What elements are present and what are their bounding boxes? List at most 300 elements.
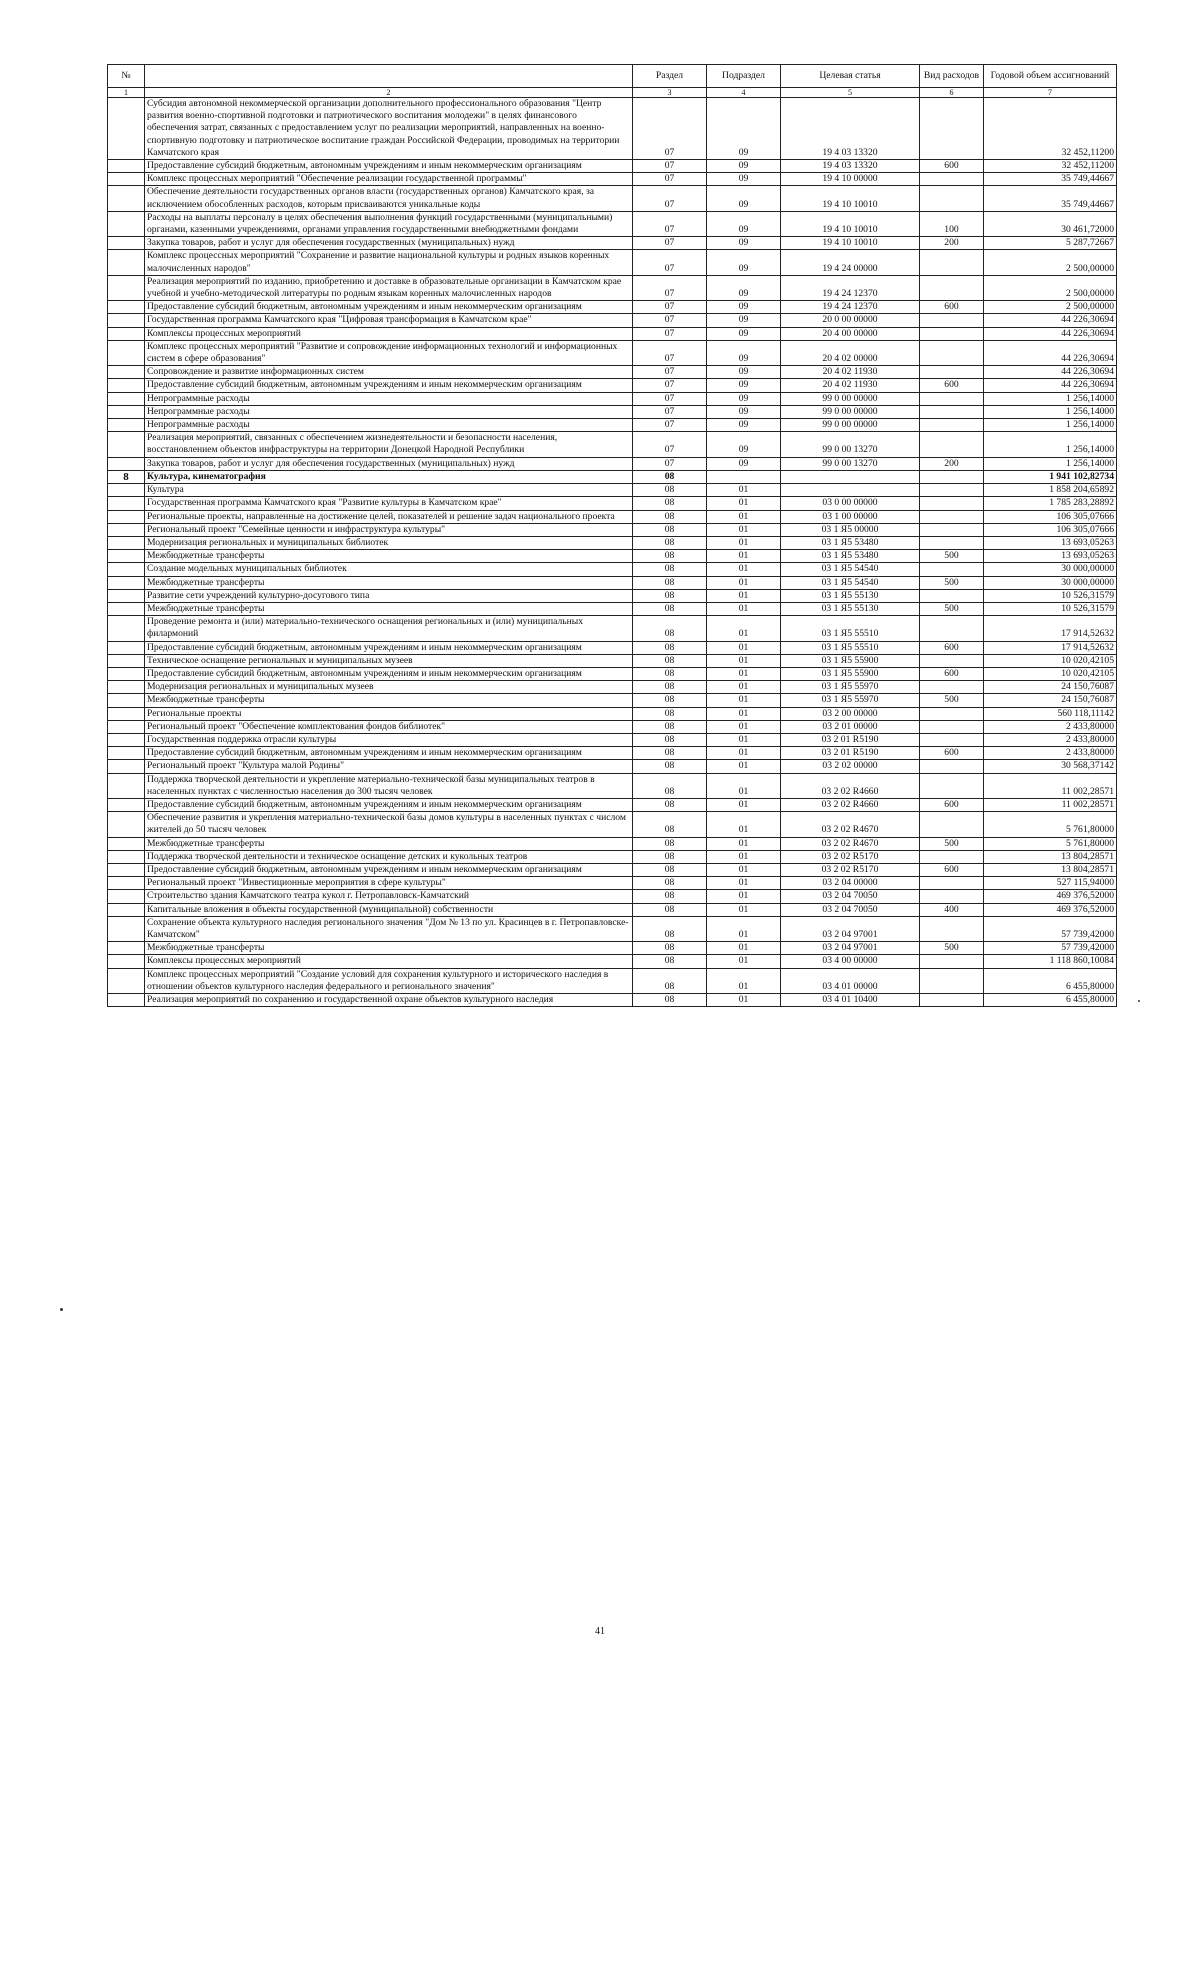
cell-statya: 99 0 00 00000 [781, 419, 920, 432]
cell-razdel: 07 [633, 275, 707, 300]
cell-statya: 03 2 02 R4670 [781, 812, 920, 837]
cell-razdel: 08 [633, 773, 707, 798]
cell-num [108, 432, 145, 457]
cell-statya: 03 1 Я5 55510 [781, 616, 920, 641]
cell-razdel: 07 [633, 432, 707, 457]
cell-statya: 03 1 Я5 53480 [781, 550, 920, 563]
cell-obem: 1 256,14000 [984, 405, 1117, 418]
cell-vid: 600 [920, 641, 984, 654]
cell-statya [781, 470, 920, 483]
cell-razdel: 08 [633, 484, 707, 497]
cell-podrazdel: 01 [707, 798, 781, 811]
cell-vid [920, 563, 984, 576]
table-row [108, 968, 1117, 993]
cell-vid [920, 366, 984, 379]
cell-vid [920, 720, 984, 733]
table-row [108, 327, 1117, 340]
cell-vid [920, 536, 984, 549]
cell-razdel: 07 [633, 379, 707, 392]
cell-vid [920, 760, 984, 773]
cell-razdel: 08 [633, 510, 707, 523]
cell-num [108, 968, 145, 993]
cell-razdel: 07 [633, 314, 707, 327]
cell-razdel: 08 [633, 536, 707, 549]
cell-name: Предоставление субсидий бюджетным, автономным учреждениям и иным некоммерческим организациям [145, 379, 633, 392]
cell-name: Предоставление субсидий бюджетным, автономным учреждениям и иным некоммерческим организациям [145, 641, 633, 654]
cell-vid [920, 405, 984, 418]
cell-razdel: 08 [633, 942, 707, 955]
cell-vid [920, 733, 984, 746]
cell-razdel: 08 [633, 694, 707, 707]
cell-podrazdel: 09 [707, 405, 781, 418]
cell-obem: 10 020,42105 [984, 654, 1117, 667]
cell-razdel: 08 [633, 812, 707, 837]
table-row [108, 616, 1117, 641]
cell-num [108, 812, 145, 837]
cell-razdel: 08 [633, 890, 707, 903]
cell-razdel: 07 [633, 419, 707, 432]
cell-podrazdel: 01 [707, 747, 781, 760]
table-row [108, 314, 1117, 327]
cell-vid: 200 [920, 457, 984, 470]
cell-vid [920, 955, 984, 968]
cell-vid [920, 707, 984, 720]
cell-name: Строительство здания Камчатского театра кукол г. Петропавловск-Камчатский [145, 890, 633, 903]
cell-num [108, 340, 145, 365]
cell-razdel: 08 [633, 798, 707, 811]
cell-razdel: 08 [633, 654, 707, 667]
table-row [108, 694, 1117, 707]
cell-statya: 03 2 04 97001 [781, 916, 920, 941]
cell-vid [920, 616, 984, 641]
cell-num [108, 419, 145, 432]
cell-podrazdel: 09 [707, 327, 781, 340]
cell-podrazdel [707, 470, 781, 483]
table-row [108, 98, 1117, 160]
cell-razdel: 08 [633, 707, 707, 720]
cell-statya: 03 4 00 00000 [781, 955, 920, 968]
table-row [108, 602, 1117, 615]
cell-name: Реализация мероприятий по сохранению и государственной охране объектов культурного наследия [145, 994, 633, 1007]
cell-vid [920, 510, 984, 523]
table-row [108, 160, 1117, 173]
cell-statya: 19 4 24 00000 [781, 250, 920, 275]
header-podrazdel: Подраздел [707, 65, 781, 88]
cell-name: Предоставление субсидий бюджетным, автономным учреждениям и иным некоммерческим организациям [145, 747, 633, 760]
cell-podrazdel: 01 [707, 955, 781, 968]
cell-obem: 6 455,80000 [984, 968, 1117, 993]
table-row [108, 510, 1117, 523]
table-row [108, 955, 1117, 968]
cell-obem: 469 376,52000 [984, 903, 1117, 916]
cell-name: Региональный проект "Обеспечение комплектования фондов библиотек" [145, 720, 633, 733]
cell-podrazdel: 01 [707, 916, 781, 941]
cell-vid [920, 589, 984, 602]
cell-podrazdel: 09 [707, 419, 781, 432]
cell-razdel: 08 [633, 863, 707, 876]
cell-num [108, 250, 145, 275]
cell-obem: 2 500,00000 [984, 250, 1117, 275]
column-number: 6 [920, 88, 984, 98]
cell-podrazdel: 09 [707, 379, 781, 392]
column-number: 3 [633, 88, 707, 98]
cell-vid [920, 523, 984, 536]
cell-name: Модернизация региональных и муниципальных музеев [145, 681, 633, 694]
cell-vid [920, 98, 984, 160]
cell-razdel: 08 [633, 550, 707, 563]
cell-vid [920, 314, 984, 327]
cell-num [108, 850, 145, 863]
cell-statya: 03 2 04 97001 [781, 942, 920, 955]
table-row [108, 812, 1117, 837]
cell-podrazdel: 01 [707, 616, 781, 641]
cell-vid [920, 250, 984, 275]
cell-statya: 99 0 00 00000 [781, 392, 920, 405]
table-row [108, 681, 1117, 694]
cell-obem: 10 526,31579 [984, 602, 1117, 615]
cell-obem: 57 739,42000 [984, 916, 1117, 941]
table-row [108, 523, 1117, 536]
header-num: № [108, 65, 145, 88]
cell-name: Поддержка творческой деятельности и техническое оснащение детских и кукольных театров [145, 850, 633, 863]
table-row [108, 994, 1117, 1007]
cell-razdel: 07 [633, 173, 707, 186]
cell-razdel: 07 [633, 405, 707, 418]
cell-vid [920, 877, 984, 890]
cell-vid: 500 [920, 550, 984, 563]
cell-name: Межбюджетные трансферты [145, 837, 633, 850]
cell-num [108, 237, 145, 250]
cell-num [108, 563, 145, 576]
cell-podrazdel: 09 [707, 432, 781, 457]
cell-num [108, 497, 145, 510]
table-row [108, 497, 1117, 510]
cell-obem: 44 226,30694 [984, 379, 1117, 392]
cell-podrazdel: 01 [707, 523, 781, 536]
cell-name: Проведение ремонта и (или) материально-технического оснащения региональных и (или) муниципальных филармоний [145, 616, 633, 641]
cell-name: Комплекс процессных мероприятий "Сохранение и развитие национальной культуры и родных языков коренных малочисленных народов" [145, 250, 633, 275]
scan-speck [1138, 1000, 1140, 1002]
cell-num [108, 616, 145, 641]
table-row [108, 798, 1117, 811]
cell-razdel: 08 [633, 903, 707, 916]
cell-statya: 19 4 10 10010 [781, 237, 920, 250]
cell-vid [920, 419, 984, 432]
cell-podrazdel: 09 [707, 98, 781, 160]
table-row [108, 392, 1117, 405]
cell-obem: 13 693,05263 [984, 550, 1117, 563]
table-row [108, 237, 1117, 250]
cell-name: Межбюджетные трансферты [145, 942, 633, 955]
cell-statya: 99 0 00 13270 [781, 457, 920, 470]
cell-podrazdel: 01 [707, 681, 781, 694]
cell-name: Комплексы процессных мероприятий [145, 955, 633, 968]
table-row [108, 837, 1117, 850]
cell-vid: 100 [920, 211, 984, 236]
table-row [108, 747, 1117, 760]
cell-razdel: 07 [633, 160, 707, 173]
cell-obem: 1 118 860,10084 [984, 955, 1117, 968]
cell-podrazdel: 09 [707, 173, 781, 186]
cell-obem: 527 115,94000 [984, 877, 1117, 890]
table-row [108, 733, 1117, 746]
table-row [108, 589, 1117, 602]
table-row [108, 863, 1117, 876]
cell-podrazdel: 01 [707, 694, 781, 707]
cell-num [108, 314, 145, 327]
cell-num [108, 510, 145, 523]
cell-statya: 03 2 01 R5190 [781, 733, 920, 746]
cell-podrazdel: 01 [707, 760, 781, 773]
cell-razdel: 08 [633, 747, 707, 760]
cell-statya [781, 484, 920, 497]
cell-statya: 20 4 00 00000 [781, 327, 920, 340]
cell-podrazdel: 01 [707, 602, 781, 615]
cell-name: Закупка товаров, работ и услуг для обеспечения государственных (муниципальных) нужд [145, 237, 633, 250]
cell-vid [920, 275, 984, 300]
cell-vid: 500 [920, 694, 984, 707]
header-razdel: Раздел [633, 65, 707, 88]
cell-name: Сохранение объекта культурного наследия регионального значения "Дом № 13 по ул. Красинцев в г. Петропавловске-Камчатском" [145, 916, 633, 941]
cell-name: Предоставление субсидий бюджетным, автономным учреждениям и иным некоммерческим организациям [145, 301, 633, 314]
cell-num [108, 890, 145, 903]
cell-name: Сопровождение и развитие информационных систем [145, 366, 633, 379]
cell-num [108, 366, 145, 379]
cell-statya: 03 1 00 00000 [781, 510, 920, 523]
cell-statya: 03 2 02 R4660 [781, 773, 920, 798]
cell-statya: 03 2 04 70050 [781, 903, 920, 916]
cell-name: Обеспечение развития и укрепления материально-технической базы домов культуры в населенных пунктах с числом жителей до 50 тысяч человек [145, 812, 633, 837]
budget-table-sheet [107, 64, 1116, 1007]
cell-num [108, 641, 145, 654]
table-row [108, 173, 1117, 186]
cell-statya: 20 4 02 11930 [781, 379, 920, 392]
cell-podrazdel: 09 [707, 250, 781, 275]
cell-name: Комплекс процессных мероприятий "Развитие и сопровождение информационных технологий и информационных систем в сфере образования" [145, 340, 633, 365]
cell-num [108, 484, 145, 497]
cell-num [108, 694, 145, 707]
cell-razdel: 08 [633, 720, 707, 733]
cell-statya: 03 1 Я5 55970 [781, 694, 920, 707]
cell-podrazdel: 01 [707, 837, 781, 850]
table-header-row [108, 65, 1117, 88]
cell-razdel: 08 [633, 589, 707, 602]
cell-vid [920, 812, 984, 837]
cell-name: Непрограммные расходы [145, 392, 633, 405]
cell-obem: 35 749,44667 [984, 186, 1117, 211]
cell-name: Предоставление субсидий бюджетным, автономным учреждениям и иным некоммерческим организациям [145, 160, 633, 173]
cell-num [108, 747, 145, 760]
cell-name: Региональные проекты, направленные на достижение целей, показателей и решение задач национального проекта [145, 510, 633, 523]
cell-obem: 1 256,14000 [984, 392, 1117, 405]
table-row [108, 379, 1117, 392]
cell-podrazdel: 01 [707, 576, 781, 589]
column-number: 4 [707, 88, 781, 98]
header-name [145, 65, 633, 88]
cell-obem: 5 287,72667 [984, 237, 1117, 250]
cell-obem: 13 804,28571 [984, 863, 1117, 876]
cell-num [108, 903, 145, 916]
cell-obem: 13 804,28571 [984, 850, 1117, 863]
cell-obem: 6 455,80000 [984, 994, 1117, 1007]
table-row [108, 760, 1117, 773]
cell-statya: 03 2 02 R4660 [781, 798, 920, 811]
cell-razdel: 08 [633, 563, 707, 576]
cell-name: Расходы на выплаты персоналу в целях обеспечения выполнения функций государственными (муниципальными) органами, казенными учреждениями, органами управления государственными внебюджетными фондами [145, 211, 633, 236]
table-row [108, 667, 1117, 680]
cell-razdel: 08 [633, 602, 707, 615]
column-number: 5 [781, 88, 920, 98]
cell-podrazdel: 09 [707, 457, 781, 470]
cell-obem: 30 461,72000 [984, 211, 1117, 236]
table-row [108, 916, 1117, 941]
cell-statya: 03 2 02 R5170 [781, 850, 920, 863]
cell-obem: 2 433,80000 [984, 720, 1117, 733]
cell-podrazdel: 01 [707, 994, 781, 1007]
cell-statya: 19 4 10 10010 [781, 186, 920, 211]
cell-num [108, 275, 145, 300]
cell-obem: 1 858 204,65892 [984, 484, 1117, 497]
cell-podrazdel: 01 [707, 484, 781, 497]
cell-razdel: 08 [633, 470, 707, 483]
cell-num [108, 654, 145, 667]
cell-vid [920, 340, 984, 365]
cell-obem: 469 376,52000 [984, 890, 1117, 903]
cell-statya: 03 1 Я5 00000 [781, 523, 920, 536]
cell-name: Культура, кинематография [145, 470, 633, 483]
cell-obem: 35 749,44667 [984, 173, 1117, 186]
cell-obem: 44 226,30694 [984, 366, 1117, 379]
cell-obem: 44 226,30694 [984, 314, 1117, 327]
cell-obem: 2 433,80000 [984, 747, 1117, 760]
cell-podrazdel: 09 [707, 314, 781, 327]
cell-razdel: 07 [633, 340, 707, 365]
cell-statya: 03 1 Я5 55510 [781, 641, 920, 654]
cell-podrazdel: 09 [707, 301, 781, 314]
cell-vid [920, 968, 984, 993]
cell-razdel: 08 [633, 523, 707, 536]
cell-podrazdel: 09 [707, 340, 781, 365]
table-row [108, 903, 1117, 916]
cell-obem: 30 568,37142 [984, 760, 1117, 773]
cell-name: Развитие сети учреждений культурно-досугового типа [145, 589, 633, 602]
cell-vid: 600 [920, 863, 984, 876]
table-row [108, 211, 1117, 236]
cell-statya: 03 4 01 10400 [781, 994, 920, 1007]
cell-num [108, 405, 145, 418]
cell-statya: 19 4 10 10010 [781, 211, 920, 236]
cell-statya: 99 0 00 00000 [781, 405, 920, 418]
cell-razdel: 08 [633, 733, 707, 746]
cell-statya: 03 1 Я5 54540 [781, 576, 920, 589]
cell-obem: 5 761,80000 [984, 837, 1117, 850]
cell-vid [920, 173, 984, 186]
cell-name: Государственная программа Камчатского края "Развитие культуры в Камчатском крае" [145, 497, 633, 510]
cell-num [108, 798, 145, 811]
cell-num [108, 327, 145, 340]
cell-name: Обеспечение деятельности государственных органов власти (государственных органов) Камчатского края, за исключением обособленных расходов, которым присваиваются уникальные коды [145, 186, 633, 211]
table-row [108, 720, 1117, 733]
cell-vid [920, 916, 984, 941]
cell-name: Предоставление субсидий бюджетным, автономным учреждениям и иным некоммерческим организациям [145, 863, 633, 876]
cell-razdel: 07 [633, 186, 707, 211]
cell-obem: 30 000,00000 [984, 576, 1117, 589]
table-row [108, 186, 1117, 211]
cell-name: Предоставление субсидий бюджетным, автономным учреждениям и иным некоммерческим организациям [145, 667, 633, 680]
cell-num [108, 667, 145, 680]
cell-obem: 32 452,11200 [984, 98, 1117, 160]
cell-name: Реализация мероприятий, связанных с обеспечением жизнедеятельности и безопасности населения, восстановлением объектов инфраструктуры на территории Донецкой Народной Республики [145, 432, 633, 457]
cell-vid [920, 773, 984, 798]
cell-obem: 17 914,52632 [984, 616, 1117, 641]
cell-podrazdel: 01 [707, 563, 781, 576]
cell-num [108, 837, 145, 850]
cell-razdel: 08 [633, 641, 707, 654]
cell-obem: 10 020,42105 [984, 667, 1117, 680]
cell-obem: 2 500,00000 [984, 275, 1117, 300]
cell-name: Техническое оснащение региональных и муниципальных музеев [145, 654, 633, 667]
cell-obem: 13 693,05263 [984, 536, 1117, 549]
cell-vid [920, 470, 984, 483]
cell-vid [920, 654, 984, 667]
cell-razdel: 08 [633, 850, 707, 863]
cell-num [108, 392, 145, 405]
cell-podrazdel: 01 [707, 890, 781, 903]
cell-podrazdel: 01 [707, 720, 781, 733]
cell-statya: 20 4 02 00000 [781, 340, 920, 365]
table-row [108, 301, 1117, 314]
cell-obem: 57 739,42000 [984, 942, 1117, 955]
cell-statya: 03 2 02 R4670 [781, 837, 920, 850]
cell-podrazdel: 01 [707, 812, 781, 837]
cell-podrazdel: 09 [707, 237, 781, 250]
cell-statya: 03 1 Я5 55130 [781, 602, 920, 615]
cell-statya: 99 0 00 13270 [781, 432, 920, 457]
cell-num [108, 173, 145, 186]
cell-razdel: 07 [633, 211, 707, 236]
cell-num [108, 863, 145, 876]
table-row [108, 850, 1117, 863]
cell-statya: 03 2 01 R5190 [781, 747, 920, 760]
cell-name: Межбюджетные трансферты [145, 694, 633, 707]
table-body [108, 98, 1117, 1007]
cell-vid: 600 [920, 301, 984, 314]
table-row [108, 275, 1117, 300]
cell-podrazdel: 01 [707, 667, 781, 680]
cell-obem: 2 500,00000 [984, 301, 1117, 314]
cell-obem: 1 256,14000 [984, 457, 1117, 470]
cell-razdel: 08 [633, 667, 707, 680]
cell-name: Создание модельных муниципальных библиотек [145, 563, 633, 576]
cell-razdel: 08 [633, 994, 707, 1007]
cell-num [108, 681, 145, 694]
cell-statya: 19 4 24 12370 [781, 301, 920, 314]
table-row [108, 550, 1117, 563]
cell-obem: 1 941 102,82734 [984, 470, 1117, 483]
cell-statya: 19 4 10 00000 [781, 173, 920, 186]
cell-statya: 20 4 02 11930 [781, 366, 920, 379]
cell-statya: 03 2 04 70050 [781, 890, 920, 903]
cell-obem: 30 000,00000 [984, 563, 1117, 576]
table-row [108, 405, 1117, 418]
table-row [108, 340, 1117, 365]
cell-podrazdel: 01 [707, 850, 781, 863]
cell-num [108, 98, 145, 160]
cell-name: Региональный проект "Инвестиционные мероприятия в сфере культуры" [145, 877, 633, 890]
cell-name: Межбюджетные трансферты [145, 576, 633, 589]
column-number: 1 [108, 88, 145, 98]
cell-statya: 19 4 03 13320 [781, 98, 920, 160]
